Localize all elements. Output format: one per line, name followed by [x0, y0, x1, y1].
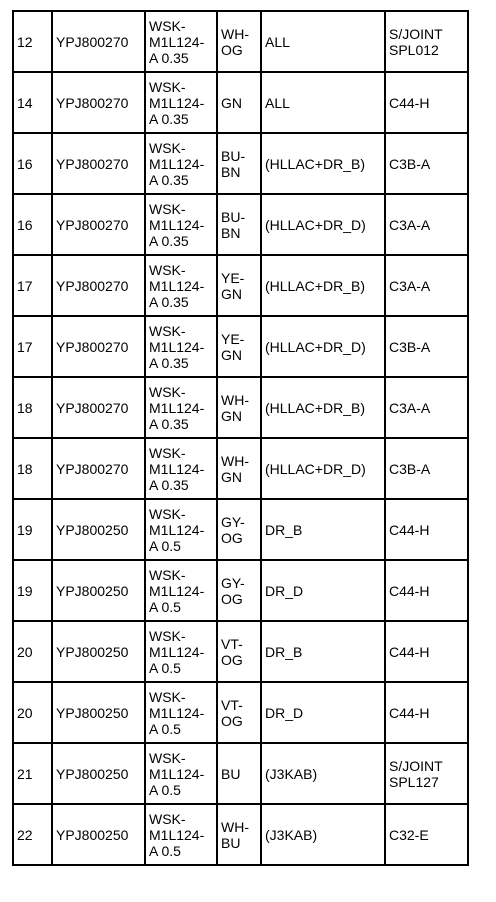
cell-circuit: ALL [261, 72, 385, 133]
cell-wire-spec: WSK- M1L124- A 0.5 [145, 804, 217, 865]
cell-destination: C44-H [385, 621, 468, 682]
cell-color: WH- BU [217, 804, 261, 865]
cell-destination: C44-H [385, 499, 468, 560]
cell-number: 19 [13, 560, 52, 621]
cell-color: GY- OG [217, 560, 261, 621]
cell-wire-spec: WSK- M1L124- A 0.35 [145, 11, 217, 72]
cell-color: BU [217, 743, 261, 804]
cell-circuit: (HLLAC+DR_D) [261, 316, 385, 377]
cell-circuit: (J3KAB) [261, 743, 385, 804]
cell-wire-spec: WSK- M1L124- A 0.5 [145, 743, 217, 804]
cell-circuit: (HLLAC+DR_B) [261, 377, 385, 438]
cell-destination: S/JOINT SPL012 [385, 11, 468, 72]
cell-part-number: YPJ800250 [52, 621, 145, 682]
cell-part-number: YPJ800270 [52, 72, 145, 133]
table-row [13, 194, 468, 255]
table-row [13, 621, 468, 682]
cell-number: 17 [13, 316, 52, 377]
cell-destination: C3B-A [385, 133, 468, 194]
cell-color: BU- BN [217, 133, 261, 194]
cell-number: 18 [13, 377, 52, 438]
cell-wire-spec: WSK- M1L124- A 0.5 [145, 621, 217, 682]
cell-color: WH- GN [217, 438, 261, 499]
cell-part-number: YPJ800250 [52, 560, 145, 621]
table-row [13, 133, 468, 194]
cell-wire-spec: WSK- M1L124- A 0.5 [145, 560, 217, 621]
cell-part-number: YPJ800270 [52, 194, 145, 255]
table-row [13, 682, 468, 743]
cell-wire-spec: WSK- M1L124- A 0.35 [145, 438, 217, 499]
cell-color: WH- GN [217, 377, 261, 438]
cell-wire-spec: WSK- M1L124- A 0.35 [145, 377, 217, 438]
cell-circuit: DR_D [261, 682, 385, 743]
cell-wire-spec: WSK- M1L124- A 0.35 [145, 133, 217, 194]
table-row [13, 743, 468, 804]
cell-part-number: YPJ800270 [52, 11, 145, 72]
cell-color: YE- GN [217, 316, 261, 377]
cell-wire-spec: WSK- M1L124- A 0.5 [145, 682, 217, 743]
wiring-table [12, 10, 469, 866]
cell-destination: C44-H [385, 560, 468, 621]
cell-number: 12 [13, 11, 52, 72]
cell-destination: C3A-A [385, 194, 468, 255]
cell-number: 22 [13, 804, 52, 865]
cell-circuit: (J3KAB) [261, 804, 385, 865]
cell-part-number: YPJ800250 [52, 743, 145, 804]
table-row [13, 438, 468, 499]
cell-color: WH- OG [217, 11, 261, 72]
table-row [13, 316, 468, 377]
cell-part-number: YPJ800270 [52, 438, 145, 499]
cell-wire-spec: WSK- M1L124- A 0.5 [145, 499, 217, 560]
cell-number: 19 [13, 499, 52, 560]
cell-wire-spec: WSK- M1L124- A 0.35 [145, 72, 217, 133]
cell-color: BU- BN [217, 194, 261, 255]
cell-wire-spec: WSK- M1L124- A 0.35 [145, 316, 217, 377]
cell-part-number: YPJ800270 [52, 377, 145, 438]
cell-number: 16 [13, 133, 52, 194]
cell-destination: C3A-A [385, 377, 468, 438]
cell-circuit: (HLLAC+DR_B) [261, 133, 385, 194]
cell-number: 20 [13, 621, 52, 682]
cell-number: 20 [13, 682, 52, 743]
cell-part-number: YPJ800250 [52, 804, 145, 865]
cell-number: 16 [13, 194, 52, 255]
table-row [13, 499, 468, 560]
cell-part-number: YPJ800270 [52, 316, 145, 377]
table-row [13, 11, 468, 72]
cell-color: GY- OG [217, 499, 261, 560]
table-row [13, 377, 468, 438]
cell-circuit: DR_D [261, 560, 385, 621]
table-row [13, 255, 468, 316]
cell-number: 18 [13, 438, 52, 499]
cell-destination: C3B-A [385, 438, 468, 499]
cell-circuit: DR_B [261, 621, 385, 682]
cell-destination: S/JOINT SPL127 [385, 743, 468, 804]
cell-number: 21 [13, 743, 52, 804]
cell-color: VT- OG [217, 682, 261, 743]
cell-destination: C3B-A [385, 316, 468, 377]
cell-circuit: (HLLAC+DR_D) [261, 438, 385, 499]
cell-color: GN [217, 72, 261, 133]
table-row [13, 560, 468, 621]
wiring-table-body [13, 11, 468, 865]
cell-circuit: (HLLAC+DR_D) [261, 194, 385, 255]
cell-destination: C3A-A [385, 255, 468, 316]
cell-number: 17 [13, 255, 52, 316]
cell-color: VT- OG [217, 621, 261, 682]
table-row [13, 72, 468, 133]
cell-destination: C44-H [385, 682, 468, 743]
cell-wire-spec: WSK- M1L124- A 0.35 [145, 194, 217, 255]
cell-circuit: DR_B [261, 499, 385, 560]
cell-wire-spec: WSK- M1L124- A 0.35 [145, 255, 217, 316]
cell-destination: C44-H [385, 72, 468, 133]
cell-part-number: YPJ800270 [52, 255, 145, 316]
table-row [13, 804, 468, 865]
cell-part-number: YPJ800250 [52, 499, 145, 560]
cell-color: YE- GN [217, 255, 261, 316]
cell-destination: C32-E [385, 804, 468, 865]
cell-circuit: (HLLAC+DR_B) [261, 255, 385, 316]
cell-number: 14 [13, 72, 52, 133]
cell-part-number: YPJ800270 [52, 133, 145, 194]
cell-circuit: ALL [261, 11, 385, 72]
cell-part-number: YPJ800250 [52, 682, 145, 743]
